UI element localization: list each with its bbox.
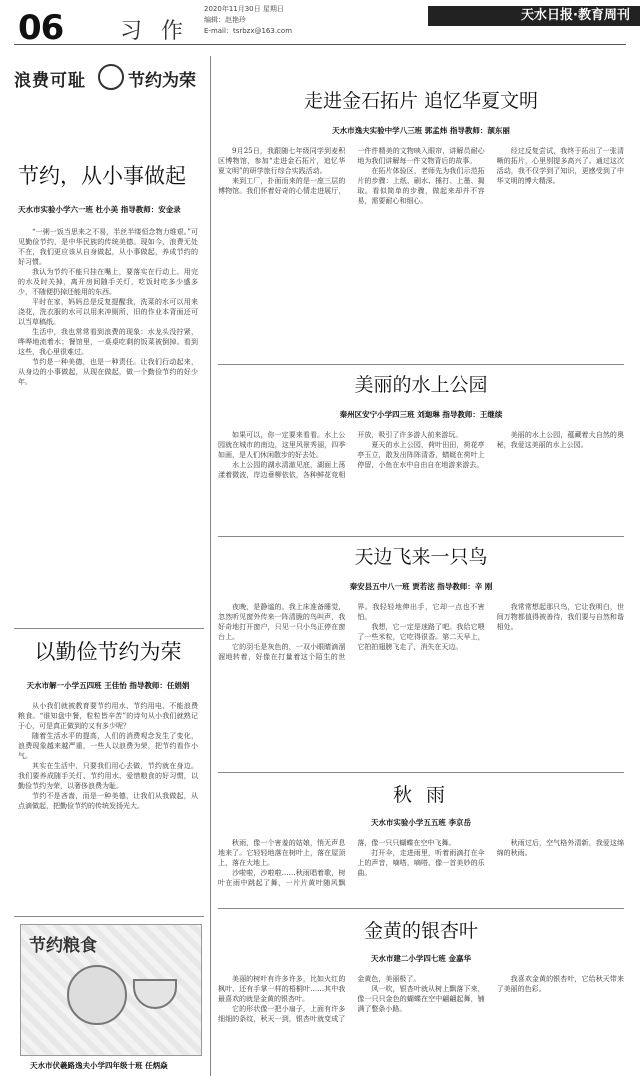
article-7: [218, 916, 624, 1084]
article-6-body: [218, 838, 624, 928]
paragraph: 沙啦啦，沙啦啦……秋雨唱着歌，树叶在雨中跳起了舞，一片片黄叶随风飘落，像一只只蝴蝶在空中飞舞。: [218, 839, 456, 887]
paragraph: 我想，它一定是迷路了吧。我给它喂了一些米粒，它吃得很香。第二天早上，它拍拍翅膀飞走了，消失在天边。: [357, 623, 485, 651]
article-6-title: 秋 雨: [392, 784, 450, 806]
article-6: [218, 780, 624, 928]
paragraph: 在拓片体验区，老师先为我们示范拓片的步骤：上纸、刷水、捶打、上墨、揭取。看似简单的步骤，做起来却并不容易，需要耐心和细心。: [357, 167, 485, 205]
paragraph: 来到工厂，扑面而来的是一座三层的博物馆。我们怀着好奇的心情走进展厅，一件件精美的文物映入眼帘，讲解员耐心地为我们讲解每一件文物背后的故事。: [218, 147, 485, 195]
logo-left-text: 浪费可耻: [14, 71, 86, 91]
paragraph: 节约不是吝啬，而是一种美德，让我们从我做起，从点滴做起，把勤俭节约的传统发扬光大。: [18, 792, 198, 810]
logo-right-text: 节约为荣: [128, 71, 196, 91]
article-separator: [218, 772, 624, 773]
plate-icon: [67, 965, 127, 1025]
page-number: 06: [18, 8, 64, 48]
paragraph: 其实在生活中，只要我们用心去做，节约就在身边。我们要养成随手关灯、节约用水、爱惜粮食的好习惯，以勤俭节约为荣，以奢侈浪费为耻。: [18, 762, 198, 790]
article-3-title: 走进金石拓片 追忆华夏文明: [303, 90, 539, 112]
article-separator: [14, 628, 204, 629]
article-3: [218, 86, 624, 380]
paragraph: 它的羽毛是灰色的，一双小眼睛滴溜溜地转着，好像在打量着这个陌生的世界。我轻轻地伸出手，它却一点也不害怕。: [218, 603, 485, 661]
article-5: [218, 542, 624, 792]
article-4-body: [218, 430, 624, 546]
paragraph: 它的形状像一把小扇子，上面有许多细细的条纹，秋天一到，银杏叶就变成了金黄色，美丽极了。: [218, 975, 421, 1023]
article-6-byline: 天水市实验小学五五班 李京岳: [370, 818, 472, 827]
article-5-byline: 秦安县五中八一班 贾若泫 指导教师：辛 刚: [349, 582, 493, 591]
page-header: [0, 0, 640, 50]
paragraph: 风一吹，银杏叶就从树上飘落下来，像一只只金色的蝴蝶在空中翩翩起舞，铺满了整条小路。: [357, 985, 485, 1013]
issue-date: 2020年11月30日 星期日: [204, 5, 284, 13]
article-2-body: [18, 701, 198, 911]
paragraph: 从小我们就被教育要节约用水、节约用电、不能浪费粮食。“谁知盘中餐，粒粒皆辛苦”的诗句从小我们就熟记于心，可是真正做到的又有多少呢？: [18, 702, 198, 730]
article-3-byline: 天水市逸夫实验中学八三班 郭孟炜 指导教师：颉东丽: [332, 126, 510, 135]
article-1-byline: 天水市实验小学六一班 杜小美 指导教师：安金录: [18, 205, 181, 214]
paragraph: 秋雨，像一个害羞的姑娘，悄无声息地来了。它轻轻地落在树叶上，落在屋顶上，落在大地上。: [218, 839, 346, 867]
article-4-byline: 秦州区安宁小学四三班 刘迦琳 指导教师：王继续: [339, 410, 503, 419]
editor-email: E-mail：tsrbzx@163.com: [204, 27, 293, 35]
column-divider: [210, 56, 211, 1076]
paragraph: 夜晚，是静谧的。我上床准备睡觉，忽然听见窗外传来一阵清脆的鸟叫声，我好奇地打开窗户，只见一只小鸟正停在窗台上。: [218, 603, 346, 641]
paragraph: 我认为节约不能只挂在嘴上，要落实在行动上。用完的水及时关掉，离开房间随手关灯，吃饭时吃多少盛多少，不随便扔掉还能用的东西。: [18, 268, 198, 296]
article-1-body: [18, 227, 198, 613]
article-1: [18, 160, 198, 613]
artwork-title: 节约粮食: [29, 936, 97, 956]
paragraph: 水上公园的湖水清澈见底，湖面上荡漾着微波，岸边垂柳依依，各种鲜花竞相开放，吸引了许多游人前来游玩。: [218, 431, 463, 479]
article-4: [218, 370, 624, 546]
paragraph: 9月25日，我跟随七年级同学到麦积区博物馆，参加“走进金石拓片，追忆华夏文明”的研学旅行综合实践活动。: [218, 147, 346, 175]
section-name: 习 作: [120, 19, 189, 44]
paragraph: 美丽的水上公园，蕴藏着大自然的奥秘，我爱这美丽的水上公园。: [496, 431, 624, 449]
header-rule: [14, 44, 626, 45]
paragraph: 随着生活水平的提高，人们的消费观念发生了变化，浪费现象越来越严重，一些人以浪费为荣，把节约看作小气。: [18, 732, 198, 760]
paragraph: 如果可以，你一定要来看看。水上公园就在城市的南边，这里风景秀丽，四季如画，是人们休闲散步的好去处。: [218, 431, 346, 459]
article-separator: [218, 908, 624, 909]
editor-name: 编辑：赵艳玲: [204, 16, 246, 24]
child-artwork: [20, 924, 202, 1056]
article-4-title: 美丽的水上公园: [354, 374, 488, 396]
article-1-title: 节约，从小事做起: [18, 164, 186, 188]
paragraph: 生活中，我也常常看到浪费的现象：水龙头没拧紧，哗哗地流着水；餐馆里，一桌桌吃剩的饭菜被倒掉。看到这些，我心里很难过。: [18, 328, 198, 356]
article-3-body: [218, 146, 624, 380]
paragraph: 夏天的水上公园，荷叶田田，荷花亭亭玉立，散发出阵阵清香，蜻蜓在荷叶上停留，小鱼在水中自由自在地游来游去。: [357, 441, 485, 469]
logo-circle-icon: [98, 64, 124, 90]
paragraph: 打开伞，走进雨里，听着雨滴打在伞上的声音，嘀嗒，嘀嗒，像一首美妙的乐曲。: [357, 849, 485, 877]
article-7-title: 金黄的银杏叶: [363, 920, 478, 942]
article-2-byline: 天水市解一小学五四班 王佳怡 指导教师：任娟娟: [26, 681, 190, 690]
artwork-byline: 天水市伏羲路逸夫小学四年级十班 任炳焱: [30, 1061, 168, 1070]
article-5-body: [218, 602, 624, 792]
paragraph: 我常常想起那只鸟，它让我明白，世间万物都值得被善待，我们要与自然和谐相处。: [496, 603, 624, 631]
paper-banner: 天水日报·教育周刊: [428, 6, 640, 26]
paragraph: 我喜欢金黄的银杏叶，它给秋天带来了美丽的色彩。: [496, 975, 624, 993]
theme-logo: [10, 64, 200, 104]
article-5-title: 天边飞来一只鸟: [354, 546, 488, 568]
bowl-icon: [133, 979, 177, 1009]
paragraph: 平时在家，妈妈总是反复提醒我，洗菜的水可以用来浇花，洗衣服的水可以用来冲厕所，旧的作业本背面还可以当草稿纸。: [18, 298, 198, 326]
article-separator: [218, 364, 624, 365]
paragraph: 节约是一种美德，也是一种责任。让我们行动起来，从身边的小事做起，从现在做起，做一个勤俭节约的好少年。: [18, 358, 198, 386]
paragraph: 美丽的树叶有许多许多，比如火红的枫叶、还有手掌一样的梧桐叶……其中我最喜欢的就是金黄的银杏叶。: [218, 975, 346, 1003]
issue-meta: [204, 4, 292, 37]
article-7-byline: 天水市建二小学四七班 金嘉华: [370, 954, 472, 963]
paragraph: “一粥一饭当思来之不易，半丝半缕恒念物力维艰。”可见勤俭节约，是中华民族的传统美德。现如今，浪费无处不在，我们更应该从自身做起，从小事做起，养成节约的好习惯。: [18, 228, 198, 266]
article-7-body: [218, 974, 624, 1084]
article-separator: [14, 916, 204, 917]
article-2: [18, 636, 198, 911]
paragraph: 经过反复尝试，我终于拓出了一张清晰的拓片，心里别提多高兴了。通过这次活动，我不仅学到了知识，更感受到了中华文明的博大精深。: [496, 147, 624, 185]
paragraph: 秋雨过后，空气格外清新，我爱这绵绵的秋雨。: [496, 839, 624, 857]
article-separator: [218, 536, 624, 537]
article-2-title: 以勤俭节约为荣: [34, 640, 182, 664]
